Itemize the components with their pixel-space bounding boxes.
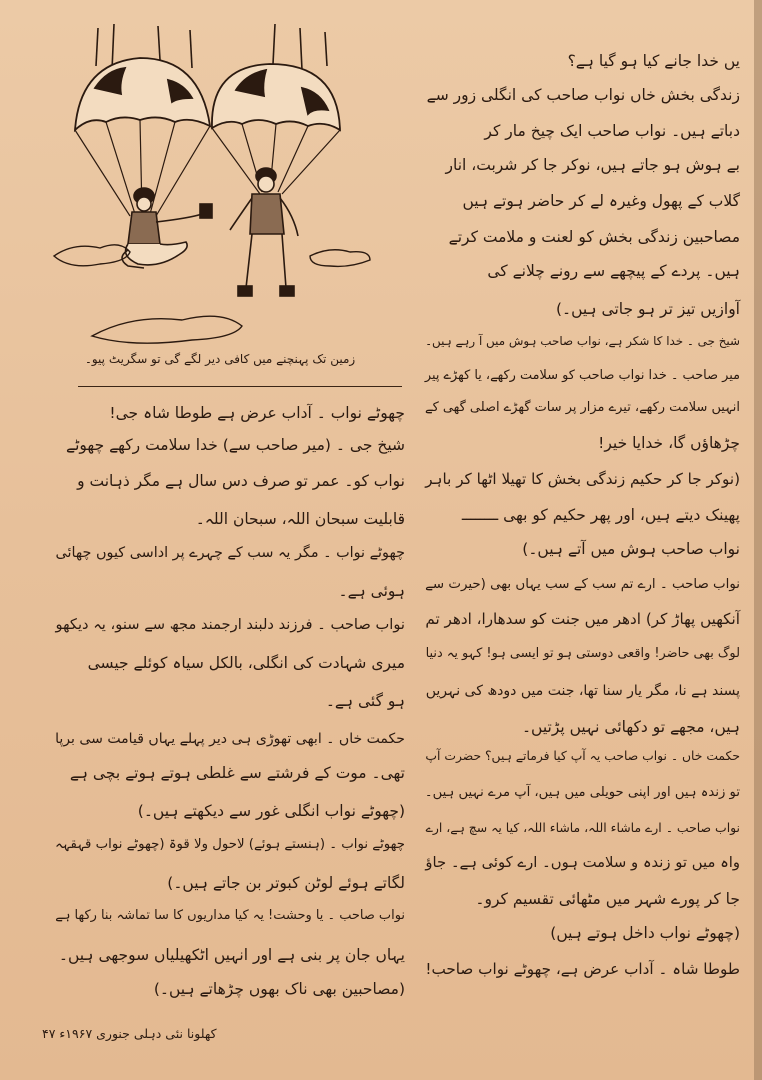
text-line: (چھوٹے نواب انگلی غور سے دیکھتے ہیں۔) (137, 802, 405, 820)
text-line: پسند ہے نا، مگر یار سنا تھا، جنت میں دودھ کی نہریں (425, 683, 740, 699)
text-line: تو زندہ ہیں اور اپنی حویلی میں ہیں، آپ مرے نہیں ہیں۔ (424, 785, 740, 800)
text-line: چڑھاؤں گا، خدایا خیر! (598, 434, 740, 452)
text-line: ہیں، مجھے تو دکھائی نہیں پڑتیں۔ (521, 718, 740, 736)
text-line: جا کر پورے شہر میں مٹھائی تقسیم کرو۔ (475, 890, 740, 908)
text-line: ہو گئی ہے۔ (325, 692, 405, 710)
text-line: (چھوٹے نواب داخل ہوتے ہیں) (550, 924, 740, 942)
text-line: ہوئی ہے۔ (338, 582, 405, 600)
text-line: زندگی بخش خاں نواب صاحب کی انگلی زور سے (426, 86, 740, 104)
text-line: نواب صاحب ۔ فرزند دلبند ارجمند مجھ سے سنو، یہ دیکھو (55, 616, 405, 633)
text-line: بے ہوش ہو جاتے ہیں، نوکر جا کر شربت، انار (445, 156, 740, 174)
text-line: شیخ جی ۔ خدا کا شکر ہے، نواب صاحب ہوش میں آ رہے ہیں۔ (425, 334, 740, 348)
text-line: لگاتے ہوئے لوٹن کبوتر بن جاتے ہیں۔) (167, 874, 405, 892)
text-line: (مصاحبین بھی ناک بھوں چڑھاتے ہیں۔) (153, 980, 405, 998)
text-line: چھوٹے نواب ۔ (ہنستے ہوئے) لاحول ولا قوۃ (چھوٹے نواب قہقہہ (54, 837, 405, 852)
text-line: یں خدا جانے کیا ہو گیا ہے؟ (567, 52, 740, 70)
soldier-figure (122, 188, 212, 268)
page-footer: کھلونا نئی دہلی جنوری ۱۹۶۷ء ۴۷ (42, 1026, 217, 1041)
left-text-column (55, 400, 405, 1000)
text-line: یہاں جان پر بنی ہے اور انہیں اٹکھیلیاں سوجھی ہیں۔ (58, 946, 405, 964)
text-line: گلاب کے پھول وغیرہ لے کر حاضر ہوتے ہیں (462, 192, 740, 210)
text-line: شیخ جی ۔ (میر صاحب سے) خدا سلامت رکھے چھوٹے (66, 436, 405, 454)
text-line: انہیں سلامت رکھے، تیرے مزار پر سات گھڑے اصلی گھی کے (425, 400, 740, 415)
text-line: پھینک دیتے ہیں، اور پھر حکیم کو بھی ــــــــ (461, 506, 740, 524)
text-line: حکمت خاں ۔ نواب صاحب یہ آپ کیا فرماتے ہیں؟ حضرت آپ (425, 749, 740, 763)
text-line: نواب صاحب ۔ یا وحشت! یہ کیا مداریوں کا سا تماشہ بنا رکھا ہے (55, 908, 405, 923)
text-line: مصاحبین زندگی بخش کو لعنت و ملامت کرتے (448, 228, 740, 246)
text-line: دباتے ہیں۔ نواب صاحب ایک چیخ مار کر (484, 122, 740, 140)
divider-rule (78, 386, 402, 387)
text-line: آنکھیں پھاڑ کر) ادھر میں جنت کو سدھارا، ادھر تم (425, 610, 740, 628)
text-line: نواب صاحب ہوش میں آتے ہیں۔) (522, 540, 740, 558)
text-line: میری شہادت کی انگلی، بالکل سیاہ کوئلے جیسی (87, 654, 405, 672)
page-edge (754, 0, 762, 1080)
text-line: (نوکر جا کر حکیم زندگی بخش کا تھیلا اٹھا کر باہر (425, 470, 740, 488)
text-line: تھی۔ موت کے فرشتے سے غلطی ہوتے ہوتے بچی ہے (69, 764, 405, 782)
text-line: میر صاحب ۔ خدا نواب صاحب کو سلامت رکھے، یا کھڑے پیر (424, 368, 740, 383)
text-line: طوطا شاہ ۔ آداب عرض ہے، چھوٹے نواب صاحب! (425, 960, 740, 978)
text-line: چھوٹے نواب ۔ آداب عرض ہے طوطا شاہ جی! (109, 404, 405, 422)
text-line: نواب کو۔ عمر تو صرف دس سال ہے مگر ذہانت و (77, 472, 405, 490)
illustration-caption: زمین تک پہنچنے میں کافی دیر لگے گی تو سگریٹ پیو۔ (84, 352, 356, 366)
text-line: لوگ بھی حاضر! واقعی دوستی ہو تو ایسی ہو! کہو یہ دنیا (425, 646, 740, 661)
text-line: چھوٹے نواب ۔ مگر یہ سب کے چہرے پر اداسی کیوں چھائی (55, 545, 405, 561)
parachutists-illustration (40, 18, 375, 368)
text-line: ہیں۔ پردے کے پیچھے سے رونے چلانے کی (487, 262, 740, 280)
text-line: نواب صاحب ۔ ارے تم سب کے سب یہاں بھی (حیرت سے (425, 577, 740, 592)
text-line: نواب صاحب ۔ ارے ماشاء اللہ، ماشاء اللہ، کیا یہ سچ ہے، ارے (425, 820, 740, 835)
text-line: آوازیں تیز تر ہو جاتی ہیں۔) (555, 300, 740, 318)
text-line: واہ میں تو زندہ و سلامت ہوں۔ ارے کوئی ہے۔ جاؤ (425, 854, 740, 871)
right-text-column (425, 50, 740, 1000)
text-line: حکمت خاں ۔ ابھی تھوڑی ہی دیر پہلے یہاں قیامت سی برپا (55, 731, 405, 747)
text-line: قابلیت سبحان اللہ، سبحان اللہ۔ (195, 510, 405, 528)
